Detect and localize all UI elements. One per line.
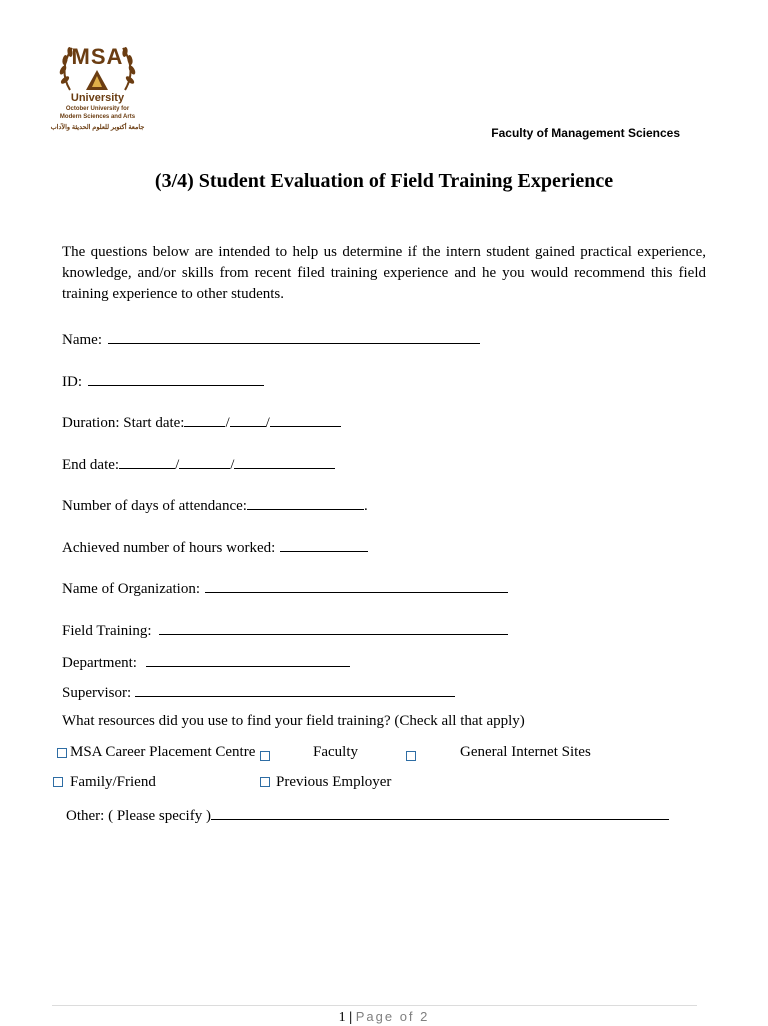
date-slash: / [225,415,230,431]
field-training-label: Field Training: [62,623,152,639]
intro-paragraph: The questions below are intended to help us determine if the intern student gained practical experience, knowledge, and/or skills from recent filed training experience and he you would recommend this field training experience to other students. [62,244,706,302]
career-centre-label: MSA Career Placement Centre [70,744,256,760]
field-training-row [62,620,508,640]
days-field[interactable] [247,495,364,510]
days-label: Number of days of attendance: [62,498,247,514]
page-footer [0,1009,768,1026]
faculty-label: Faculty [313,744,358,760]
organization-field[interactable] [205,578,508,593]
supervisor-row [62,682,455,702]
logo-university: University [70,92,125,104]
start-date-row [62,412,341,432]
end-day-field[interactable] [119,454,175,469]
page-number: 1 [338,1010,346,1025]
field-training-field[interactable] [159,620,508,635]
logo-line2: Modern Sciences and Arts [59,114,136,120]
previous-employer-label: Previous Employer [276,774,392,790]
department-label: Department: [62,655,137,671]
end-year-field[interactable] [234,454,335,469]
career-centre-checkbox[interactable] [57,748,67,758]
resources-question: What resources did you use to find your field training? (Check all that apply) [62,713,525,729]
name-row [62,329,480,349]
hours-field[interactable] [280,537,368,552]
hours-label: Achieved number of hours worked: [62,540,276,556]
organization-row [62,578,508,598]
page-of-label: Page of 2 [355,1009,430,1024]
faculty-checkbox[interactable] [260,751,270,761]
other-field[interactable] [211,805,669,820]
family-friend-label: Family/Friend [70,774,156,790]
days-period: . [363,498,368,514]
start-year-field[interactable] [270,412,341,427]
university-logo [50,40,145,140]
date-slash: / [175,457,180,473]
logo-line1: October University for [65,106,130,112]
date-slash: / [230,457,235,473]
other-label: Other: ( Please specify ) [66,808,211,824]
supervisor-field[interactable] [135,682,455,697]
family-friend-checkbox[interactable] [53,777,63,787]
end-date-label: End date: [62,457,120,473]
department-row [62,652,350,672]
footer-divider [52,1005,697,1006]
date-slash: / [265,415,270,431]
id-field[interactable] [88,371,264,386]
internet-sites-label: General Internet Sites [460,744,591,760]
logo-line3: جامعة أكتوبر للعلوم الحديثة والآداب [50,124,145,131]
page-title: (3/4) Student Evaluation of Field Training Experience [154,170,614,192]
days-row [62,495,368,515]
hours-row [62,537,368,557]
end-month-field[interactable] [179,454,230,469]
department-field[interactable] [146,652,350,667]
organization-label: Name of Organization: [62,581,201,597]
id-label: ID: [62,374,82,390]
supervisor-label: Supervisor: [62,685,132,701]
start-date-label: Duration: Start date: [62,415,185,431]
other-row [66,805,669,825]
footer-separator: | [349,1010,353,1025]
previous-employer-checkbox[interactable] [260,777,270,787]
id-row [62,371,264,391]
name-field[interactable] [108,329,480,344]
internet-sites-checkbox[interactable] [406,751,416,761]
name-label: Name: [62,332,102,348]
logo-brand: MSA [71,44,124,69]
end-date-row [62,454,335,474]
start-day-field[interactable] [184,412,225,427]
start-month-field[interactable] [230,412,266,427]
faculty-name: Faculty of Management Sciences [491,126,680,140]
